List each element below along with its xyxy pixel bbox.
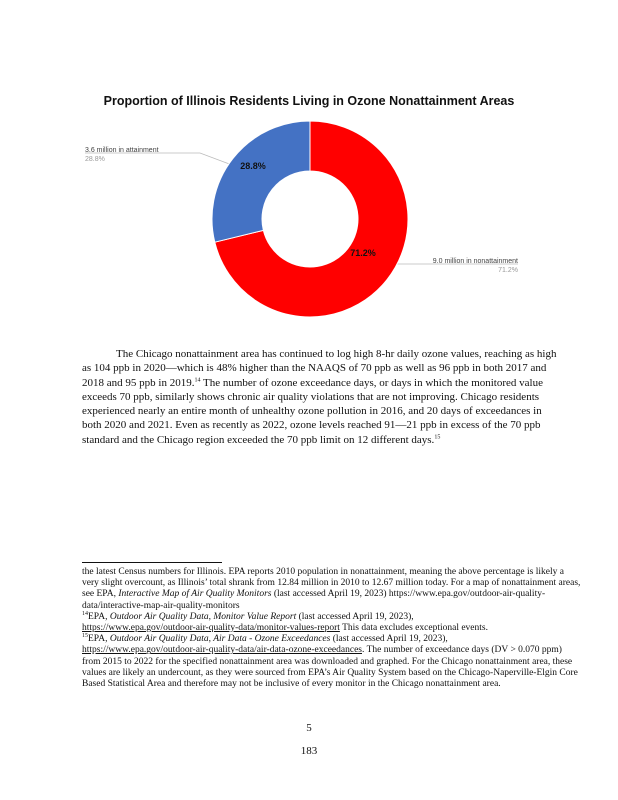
fn15-url[interactable]: https://www.epa.gov/outdoor-air-quality-data/air-data-ozone-exceedances bbox=[82, 645, 362, 656]
fn-continued-text: the latest Census numbers for Illinois. EPA reports 2010 population in nonattainment, meaning the above percentage is likely a very slight overcount, as Illinois’ total shrank from 12.84 million in 2010 to 12.67 million today. For a map of nonattainment areas, see EPA, bbox=[82, 567, 581, 600]
footnote-continued bbox=[82, 567, 582, 612]
footnote-divider bbox=[82, 562, 222, 563]
fn14-title: Outdoor Air Quality Data, Monitor Value Report bbox=[109, 611, 297, 622]
donut-chart bbox=[0, 0, 618, 340]
footnote-15: $^{15}$EPA, Outdoor Air Quality Data, Air Data - Ozone Exceedances (last accessed April 19, 2023), https://www.epa.gov/outdoor-air-quality-data/air-data-ozone-exceedances. The number of exceedance days (DV > 0.070 ppm) from 2015 to 2022 for the specified nonattainment area was downloaded and graphed. For the Chicago nonattainment area, these values are likely an undercount, as they were sourced from EPA’s Air Quality System based on the Chicago-Naperville-Elgin Core Based Statistical Area and therefore may not be inclusive of every monitor in the Chicago nonattainment area. bbox=[82, 633, 578, 690]
callout-attainment bbox=[85, 146, 159, 164]
page-number-global: 183 bbox=[300, 745, 318, 757]
fn15-note: The number of exceedance days (DV > 0.070 ppm) from 2015 to 2022 for the specified nonattainment area was downloaded and graphed. For the Chicago nonattainment area, these values are likely an undercount, as they were sourced from EPA’s Air Quality System based on the Chicago-Naperville-Elgin Core Based Statistical Area and therefore may not be inclusive of every monitor in the Chicago nonattainment area. bbox=[82, 645, 578, 690]
fn15-number: 15 bbox=[82, 633, 88, 640]
callout-attainment-label: 3.6 million in attainment bbox=[85, 147, 159, 154]
fn14-number: 14 bbox=[82, 610, 88, 617]
fn15-source: EPA, bbox=[88, 634, 108, 645]
callout-nonattainment-label: 9.0 million in nonattainment bbox=[432, 258, 518, 265]
fn-continued-url[interactable]: https://www.epa.gov/outdoor-air-quality-data/interactive-map-air-quality-monitors bbox=[82, 589, 546, 611]
sentence-2022: Even as recently as 2022, ozone levels reached 91—21 ppb in excess of the 70 ppb standard and the Chicago region exceeded the 70 ppb limit on 12 different days. bbox=[82, 419, 541, 446]
fn-continued-access: (last accessed April 19, 2023) bbox=[273, 589, 387, 600]
slice-attainment bbox=[212, 121, 310, 242]
fn-continued-title: Interactive Map of Air Quality Monitors bbox=[118, 589, 272, 600]
page-number-local: 5 bbox=[306, 722, 312, 734]
fn15-access: (last accessed April 19, 2023), bbox=[332, 634, 448, 645]
body-paragraph bbox=[82, 347, 562, 447]
footnote-ref-14: 14 bbox=[194, 376, 201, 383]
chart-title: Proportion of Illinois Residents Living in Ozone Nonattainment Areas bbox=[103, 94, 515, 108]
fn15-title: Outdoor Air Quality Data, Air Data - Ozone Exceedances bbox=[109, 634, 331, 645]
sentence-unhealthy-month: Chicago residents experienced nearly an entire month of unhealthy ozone pollution in 2016, and 20 days of exceedances in both 2020 and 2021. bbox=[82, 390, 542, 432]
slice-nonattainment-pct-label: 71.2% bbox=[350, 248, 376, 258]
fn14-note: This data excludes exceptional events. bbox=[342, 623, 488, 634]
fn14-url[interactable]: https://www.epa.gov/outdoor-air-quality-data/monitor-values-report bbox=[82, 623, 340, 634]
fn14-source: EPA, bbox=[88, 611, 108, 622]
footnote-ref-15: 15 bbox=[434, 434, 441, 441]
sentence-exceedance-days: The number of ozone exceedance days, or days in which the monitored value exceeds 70 ppb, similarly shows chronic air quality violations that are not improving. bbox=[82, 376, 543, 403]
slice-attainment-pct-label: 28.8% bbox=[240, 161, 266, 171]
callout-nonattainment-pct: 71.2% bbox=[498, 267, 518, 274]
callout-nonattainment bbox=[420, 257, 518, 275]
fn14-access: (last accessed April 19, 2023), bbox=[298, 611, 414, 622]
sentence-peak-values: The Chicago nonattainment area has continued to log high 8-hr daily ozone values, reaching as high as 104 ppb in 2020—which is 48% higher than the NAAQS of 70 ppb as well as 96 ppb in both 2017 and 2018 and 95 ppb in 2019. bbox=[82, 348, 557, 389]
footnotes bbox=[82, 567, 582, 690]
callout-attainment-pct: 28.8% bbox=[85, 156, 105, 163]
footnote-14 bbox=[82, 612, 582, 634]
